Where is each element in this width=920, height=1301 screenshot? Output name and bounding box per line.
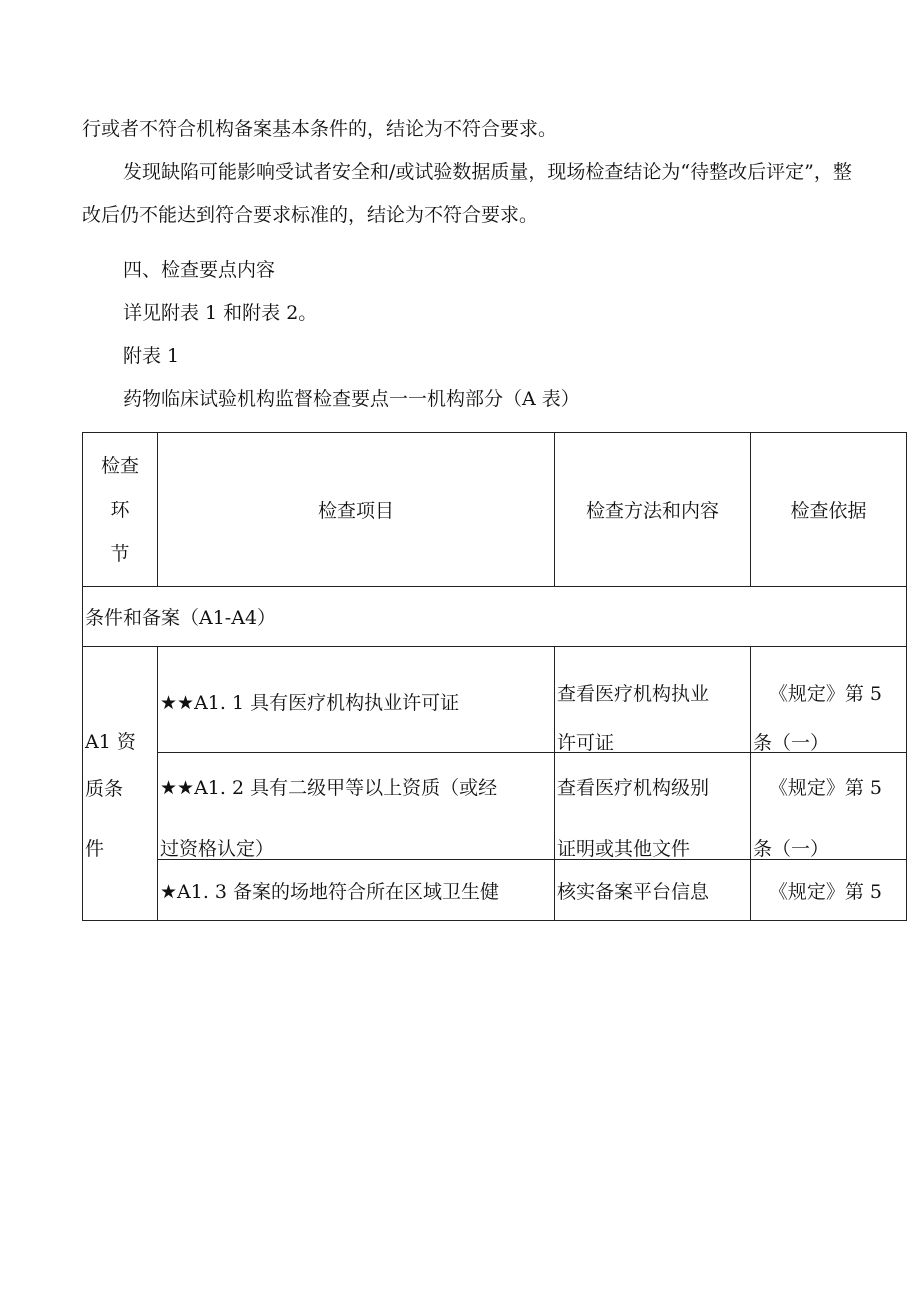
attachment-label: 附表 1 xyxy=(123,345,180,367)
basis-cell xyxy=(751,753,907,860)
header-item: 检查项目 xyxy=(158,433,555,587)
item-line: ★★A1. 1 具有医疗机构执业许可证 xyxy=(160,692,460,714)
table-header-row xyxy=(83,433,907,587)
basis-line: 《规定》第 5 xyxy=(768,777,882,799)
inspection-table xyxy=(82,432,907,921)
section-heading: 四、检查要点内容 xyxy=(123,259,276,281)
table-title: 药物临床试验机构监督检查要点一一机构部分（A 表） xyxy=(123,388,580,410)
item-line: ★★A1. 2 具有二级甲等以上资质（或经 xyxy=(160,777,498,799)
basis-line: 《规定》第 5 xyxy=(768,881,882,903)
group-label-line: 质条 xyxy=(85,778,124,800)
section-row-label: 条件和备案（A1-A4） xyxy=(83,587,907,647)
basis-cell xyxy=(751,860,907,921)
header-stage-line: 节 xyxy=(110,542,130,565)
header-stage-line: 检查 xyxy=(100,454,139,477)
header-basis: 检查依据 xyxy=(751,433,907,587)
see-attachments-note: 详见附表 1 和附表 2。 xyxy=(123,302,318,324)
method-line: 证明或其他文件 xyxy=(557,838,691,860)
basis-line: 条（一） xyxy=(753,838,830,860)
group-label-line: 件 xyxy=(85,838,105,860)
table-row xyxy=(83,753,907,860)
table-row xyxy=(83,860,907,921)
method-line: 查看医疗机构级别 xyxy=(557,777,710,799)
section-row xyxy=(83,587,907,647)
group-label-cell xyxy=(83,647,158,921)
method-cell xyxy=(555,753,751,860)
header-method: 检查方法和内容 xyxy=(555,433,751,587)
item-cell xyxy=(158,647,555,753)
method-line: 许可证 xyxy=(557,732,615,754)
paragraph-1-line-1: 行或者不符合机构备案基本条件的，结论为不符合要求。 xyxy=(82,118,558,140)
method-line: 查看医疗机构执业 xyxy=(557,683,710,705)
basis-line: 《规定》第 5 xyxy=(768,683,882,705)
item-cell xyxy=(158,753,555,860)
basis-line: 条（一） xyxy=(753,732,830,754)
header-stage xyxy=(83,433,158,587)
method-cell xyxy=(555,860,751,921)
item-line: 过资格认定） xyxy=(160,838,275,860)
item-line: ★A1. 3 备案的场地符合所在区域卫生健 xyxy=(160,881,500,903)
header-stage-line: 环 xyxy=(110,498,130,521)
method-cell xyxy=(555,647,751,753)
basis-cell xyxy=(751,647,907,753)
method-line: 核实备案平台信息 xyxy=(557,881,710,903)
paragraph-2-line-1: 发现缺陷可能影响受试者安全和/或试验数据质量，现场检查结论为“待整改后评定”，整 xyxy=(123,161,852,183)
table-row xyxy=(83,647,907,753)
paragraph-2-line-2: 改后仍不能达到符合要求标准的，结论为不符合要求。 xyxy=(82,204,539,226)
group-label-line: A1 资 xyxy=(85,731,136,753)
item-cell xyxy=(158,860,555,921)
